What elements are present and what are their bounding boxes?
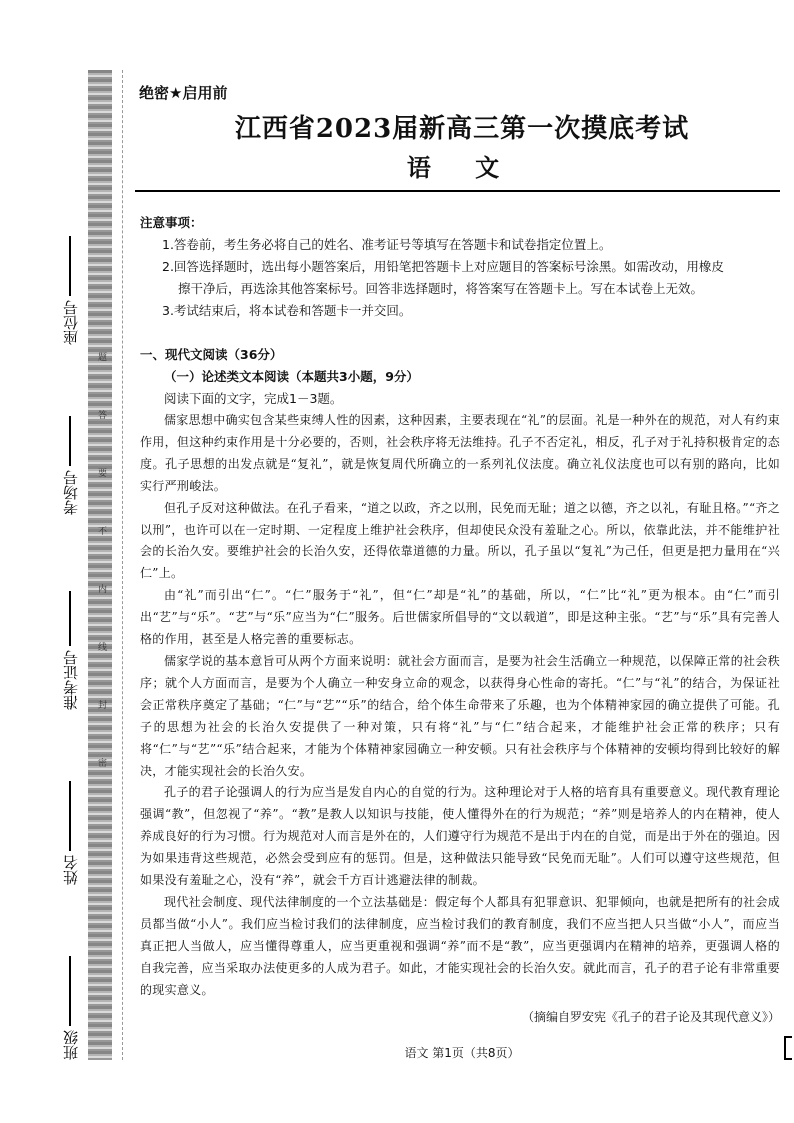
reading-passage xyxy=(140,410,780,1001)
subsection-heading: （一）论述类文本阅读（本题共3小题，9分） xyxy=(164,369,419,384)
exam-room-blank[interactable] xyxy=(70,416,72,466)
passage-paragraph: 儒家学说的基本意旨可从两个方面来说明：就社会方面而言，是要为社会生活确立一种规范，以保障正常的社会秩序；就个人方面而言，是要为个人确立一种安身立命的观念，以获得身心性命的寄托。“仁”与“礼”的结合，为保证社会正常秩序奠定了基础；“仁”与“艺”“乐”的结合，给个体生命带来了乐趣，也为个体精神家园的确立提供了可能。孔子的思想为社会的长治久安提供了一种对策，只有将“礼”与“仁”结合起来，才能维护社会正常的秩序；只有将“仁”与“艺”“乐”结合起来，才能为个体精神家园确立一种安顿。只有社会秩序与个体精神的安顿均得到比较好的解决，才能实现社会的长治久安。 xyxy=(140,653,780,778)
admission-number-blank[interactable] xyxy=(70,591,72,646)
admission-number-field xyxy=(60,580,81,710)
section-heading: 一、现代文阅读（36分） xyxy=(140,347,283,362)
exam-room-label: 考场号 xyxy=(62,470,80,515)
class-blank[interactable] xyxy=(70,956,72,1026)
passage-paragraph: 由“礼”而引出“仁”。“仁”服务于“礼”，但“仁”却是“礼”的基础，所以，“仁”比“礼”更为根本。由“仁”而引出“艺”与“乐”。“艺”与“乐”应当为“仁”服务。后世儒家所倡导的“文以载道”，即是这种主张。“艺”与“乐”具有完善人格的作用，甚至是人格完善的重要标志。 xyxy=(140,588,780,647)
class-field xyxy=(60,950,81,1060)
passage-paragraph: 但孔子反对这种做法。在孔子看来，“道之以政，齐之以刑，民免而无耻；道之以德，齐之以礼，有耻且格。”“齐之以刑”，也许可以在一定时期、一定程度上维护社会秩序，但却使民众没有羞耻之心。所以，依靠此法，并不能维护社会的长治久安。要维护社会的长治久安，还得依靠道德的力量。所以，孔子虽以“复礼”为己任，但更是把力量用在“兴仁”上。 xyxy=(140,500,781,581)
notes-heading: 注意事项： xyxy=(140,215,203,230)
passage-paragraph: 儒家思想中确实包含某些束缚人性的因素，这种因素，主要表现在“礼”的层面。礼是一种外在的规范，对人有约束作用，但这种约束作用是十分必要的，否则，社会秩序将无法维持。孔子不否定礼，相反，孔子对于礼持积极肯定的态度。孔子思想的出发点就是“复礼”，就是恢复周代所确立的一系列礼仪法度。确立礼仪法度也可以有别的路向，比如实行严刑峻法。 xyxy=(140,413,780,493)
exam-title: 江西省2023届新高三第一次摸底考试 xyxy=(234,114,690,144)
name-blank[interactable] xyxy=(70,781,72,851)
binding-warning-char: 内 xyxy=(98,585,108,595)
exam-notes xyxy=(140,212,780,322)
seat-number-blank[interactable] xyxy=(70,236,72,296)
corner-bracket xyxy=(784,1036,792,1060)
subject-title: 语 文 xyxy=(406,153,518,182)
admission-number-label: 准考证号 xyxy=(62,650,80,710)
binding-warning-char: 密 xyxy=(98,759,108,769)
reading-instruction: 阅读下面的文字，完成1－3题。 xyxy=(164,391,343,406)
name-label: 姓名 xyxy=(62,855,80,885)
passage-paragraph: 现代社会制度、现代法律制度的一个立法基础是：假定每个人都具有犯罪意识、犯罪倾向，也就是把所有的社会成员都当做“小人”。我们应当检讨我们的法律制度，应当检讨我们的教育制度，我们不应当把人只当做“小人”，而应当真正把人当做人，应当懂得尊重人，应当更重视和强调“养”而不是“教”，应当更强调内在精神的培养，更强调人格的自我完善，应当采取办法使更多的人成为君子。如此，才能实现社会的长治久安。就此而言，孔子的君子论有非常重要的现实意义。 xyxy=(140,894,780,997)
passage-source: （摘编自罗安宪《孔子的君子论及其现代意义》） xyxy=(521,1010,780,1024)
binding-scan-strip xyxy=(88,70,112,1060)
name-field xyxy=(60,775,81,885)
seat-number-label: 座位号 xyxy=(62,300,80,345)
binding-warning-char: 答 xyxy=(98,411,108,421)
seat-number-field xyxy=(60,225,81,345)
notes-item: 1.答卷前，考生务必将自己的姓名、准考证号等填写在答题卡和试卷指定位置上。 xyxy=(162,237,612,252)
section-header xyxy=(140,344,780,410)
exam-room-field xyxy=(60,405,81,515)
notes-item: 2.回答选择题时，选出每小题答案后，用铅笔把答题卡上对应题目的答案标号涂黑。如需改动，用橡皮 xyxy=(162,259,724,274)
header-divider xyxy=(135,190,780,192)
binding-warning-char: 不 xyxy=(98,527,108,537)
binding-warning-char: 封 xyxy=(98,701,108,711)
binding-warning-char: 线 xyxy=(98,643,108,653)
confidential-label: 绝密★启用前 xyxy=(139,84,228,102)
binding-margin xyxy=(0,0,128,1123)
page-footer: 语文 第1页（共8页） xyxy=(404,1046,520,1060)
binding-warning-char: 要 xyxy=(98,469,108,479)
passage-paragraph: 孔子的君子论强调人的行为应当是发自内心的自觉的行为。这种理论对于人格的培育具有重要意义。现代教育理论强调“教”，但忽视了“养”。“教”是教人以知识与技能，使人懂得外在的行为规范；“养”则是培养人的内在精神，使人养成良好的行为习惯。行为规范对人而言是外在的，人们遵守行为规范不是出于内在的自觉，而是出于外在的强迫。因为如果违背这些规范，必然会受到应有的惩罚。但是，这种做法只能导致“民免而无耻”。人们可以遵守这些规范，但如果没有羞耻之心，没有“养”，就会千方百计逃避法律的制裁。 xyxy=(140,785,780,888)
binding-warning-char: 题 xyxy=(98,353,108,363)
class-label: 班级 xyxy=(62,1030,80,1060)
notes-item: 3.考试结束后，将本试卷和答题卡一并交回。 xyxy=(162,303,412,318)
binding-dashed-line xyxy=(122,70,124,1060)
notes-item-continued: 擦干净后，再选涂其他答案标号。回答非选择题时，将答案写在答题卡上。写在本试卷上无效。 xyxy=(178,281,704,296)
